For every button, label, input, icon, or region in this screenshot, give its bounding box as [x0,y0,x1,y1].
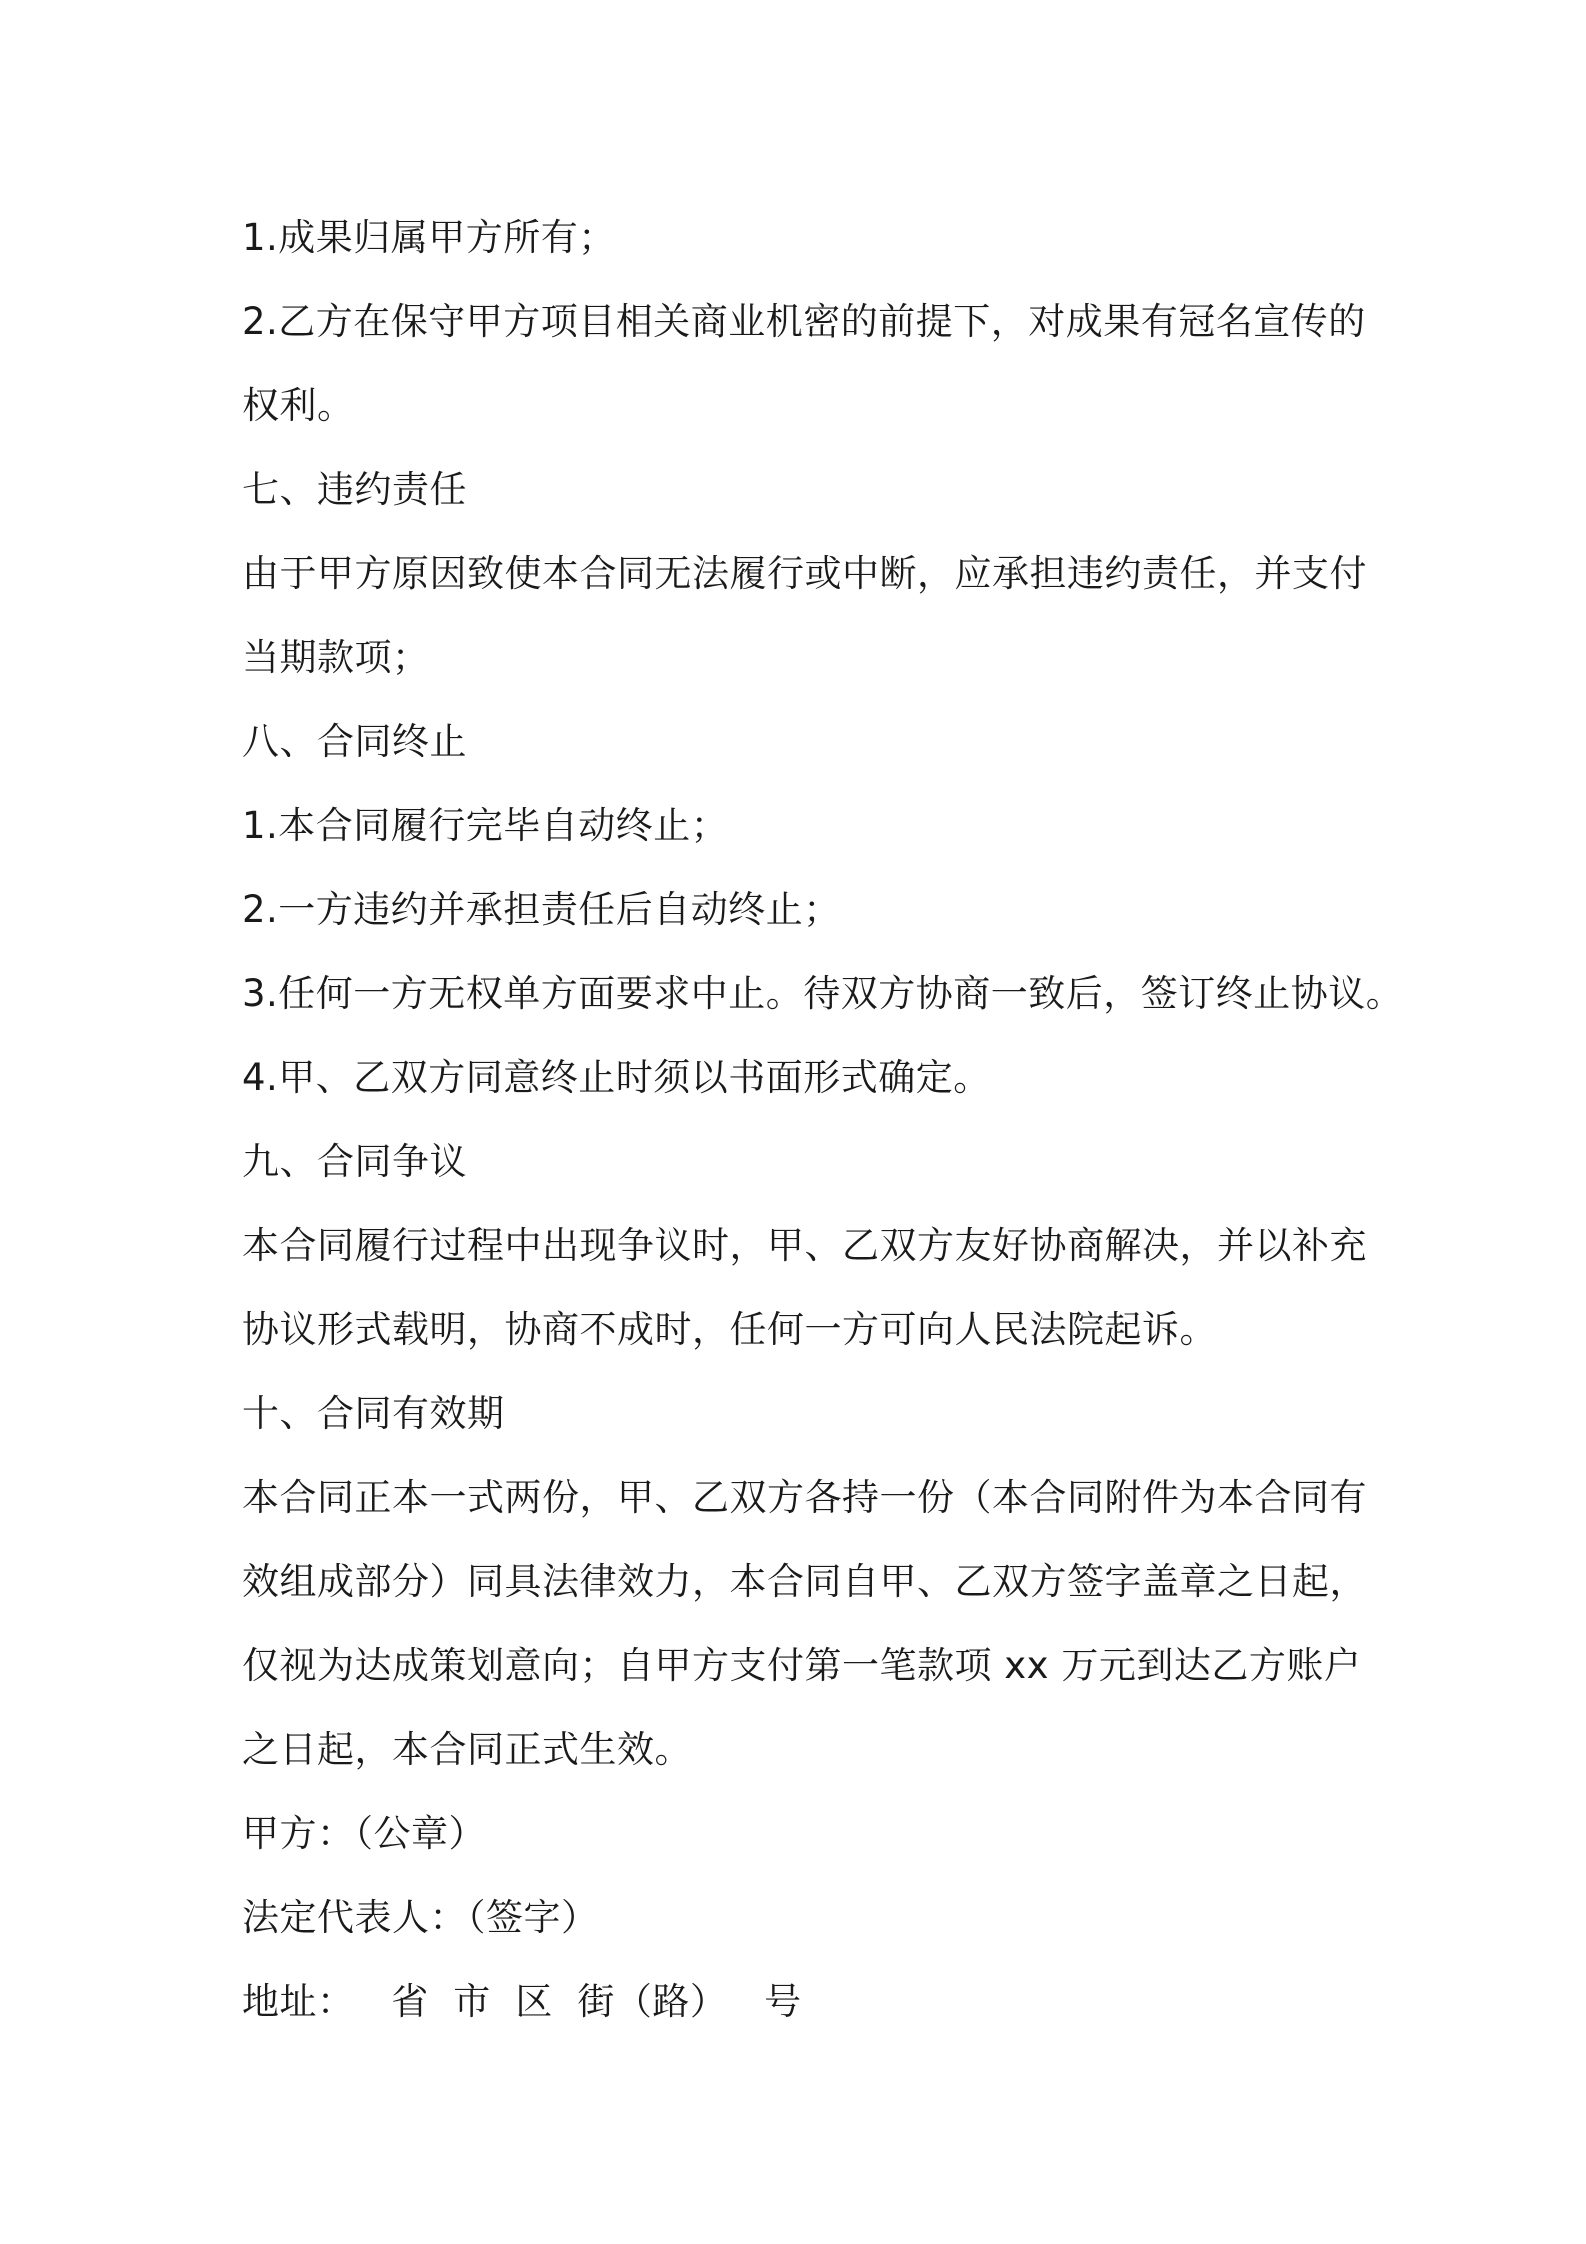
section-heading-termination: 八、合同终止 [242,720,467,763]
termination-item-1: 1.本合同履行完毕自动终止； [242,804,729,847]
party-a-seal-field: 甲方：（公章） [242,1812,486,1855]
validity-paragraph-1: 本合同正本一式两份，甲、乙双方各持一份（本合同附件为本合同有 [242,1476,1367,1519]
contract-page [242,196,1404,2044]
validity-paragraph-4: 之日起，本合同正式生效。 [242,1728,692,1771]
clause-ownership-1: 1.成果归属甲方所有； [242,216,616,259]
clause-ownership-2-cont: 权利。 [242,384,355,427]
validity-paragraph-2: 效组成部分）同具法律效力，本合同自甲、乙双方签字盖章之日起， [242,1560,1367,1603]
termination-item-3: 3.任何一方无权单方面要求中止。待双方协商一致后，签订终止协议。 [242,972,1404,1015]
dispute-paragraph: 本合同履行过程中出现争议时，甲、乙双方友好协商解决，并以补充 [242,1224,1367,1267]
termination-item-2: 2.一方违约并承担责任后自动终止； [242,888,841,931]
clause-ownership-2: 2.乙方在保守甲方项目相关商业机密的前提下，对成果有冠名宣传的 [242,300,1366,343]
section-heading-breach: 七、违约责任 [242,468,467,511]
validity-paragraph-3: 仅视为达成策划意向；自甲方支付第一笔款项 xx 万元到达乙方账户 [242,1644,1362,1687]
breach-paragraph: 由于甲方原因致使本合同无法履行或中断，应承担违约责任，并支付 [242,552,1367,595]
dispute-paragraph-cont: 协议形式载明，协商不成时，任何一方可向人民法院起诉。 [242,1308,1217,1351]
termination-item-4: 4.甲、乙双方同意终止时须以书面形式确定。 [242,1056,991,1099]
legal-representative-field: 法定代表人：（签字） [242,1896,599,1939]
breach-paragraph-cont: 当期款项； [242,636,430,679]
section-heading-validity: 十、合同有效期 [242,1392,505,1435]
section-heading-dispute: 九、合同争议 [242,1140,467,1183]
address-field: 地址： 省 市 区 街（路） 号 [242,1980,802,2023]
